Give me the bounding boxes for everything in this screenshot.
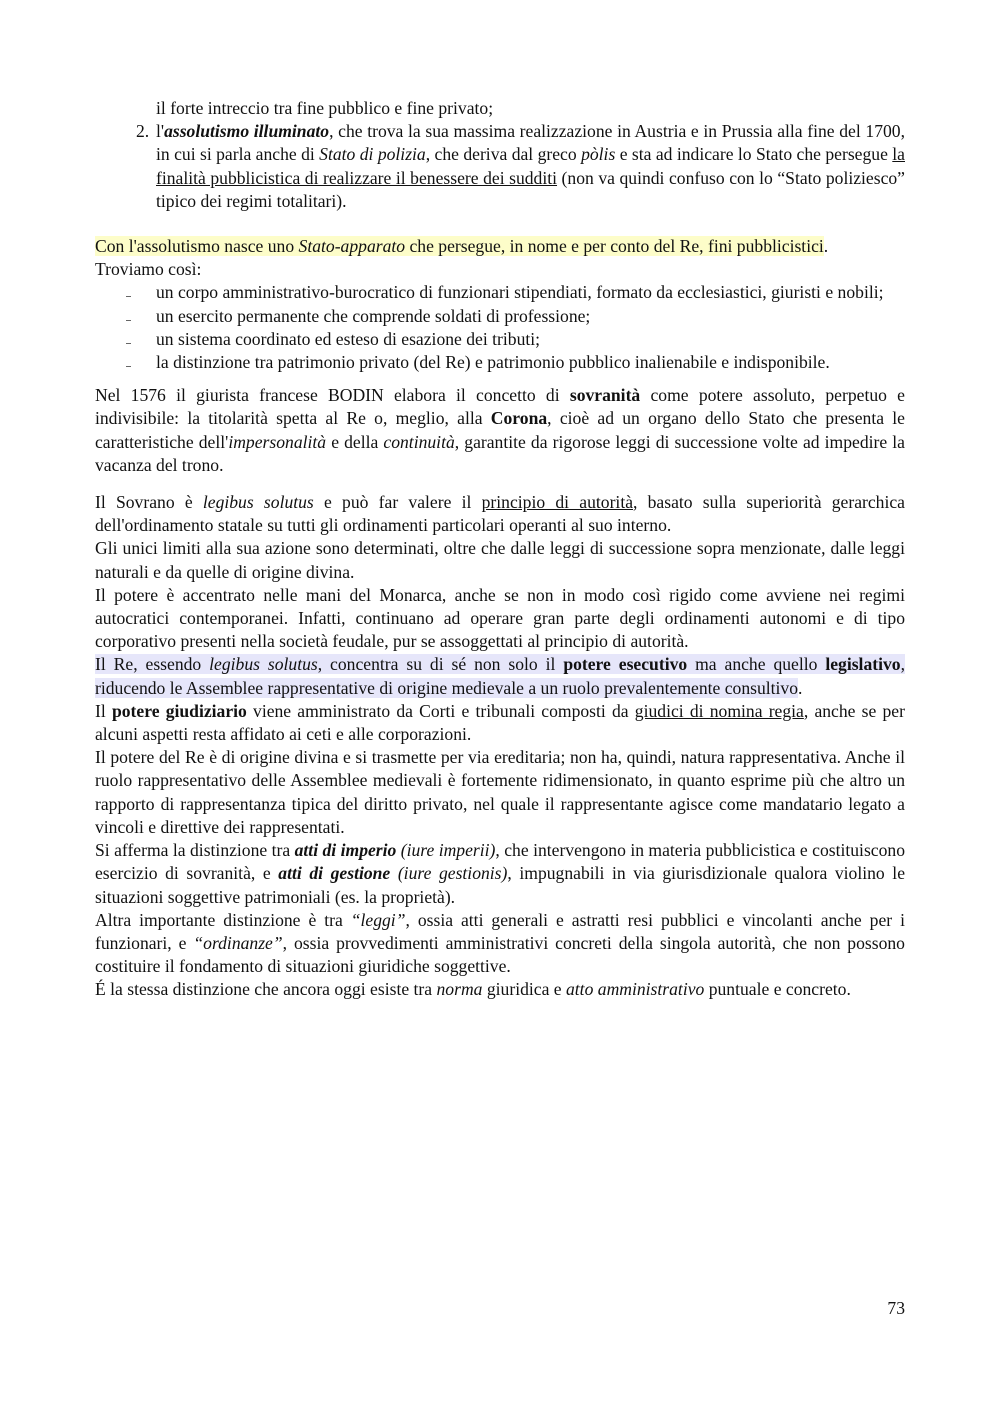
- text-run: puntuale e concreto.: [704, 979, 851, 1000]
- text-run: , concentra su di sé non solo il: [317, 654, 564, 675]
- highlighted-sentence: [95, 236, 824, 256]
- page-body: [95, 97, 905, 1002]
- term-potere-giudiziario: potere giudiziario: [111, 700, 247, 721]
- text-run: , che trova la sua massima realizzazione in Austria e in Prussia alla fine del 1700, in cui si parla anche di: [156, 121, 905, 165]
- text-run: , ossia provvedimenti amministrativi concreti della singola autorità, che non possono costituire il fondamento di situazioni giuridiche soggettive.: [95, 932, 905, 977]
- text-run: e della: [326, 431, 384, 452]
- term-atti-di-imperio: atti di imperio: [294, 840, 397, 861]
- numbered-item-2: [95, 120, 905, 213]
- text-run: viene amministrato da Corti e tribunali composti da: [246, 700, 635, 721]
- text-run: , impugnabili in via giurisdizionale qualora violino le situazioni soggettive patrimoniali (es. la proprietà).: [95, 863, 906, 907]
- text-run: Si afferma la distinzione tra: [95, 840, 295, 861]
- term-iure-imperii: (iure imperii): [396, 840, 496, 861]
- dash-bullet-icon: [126, 343, 131, 344]
- text-run: come potere assoluto, perpetuo e indivisibile: la titolarità spetta al Re o, meglio, alla: [95, 385, 905, 429]
- paragraph-origine-divina: Il potere del Re è di origine divina e si trasmette per via ereditaria; non ha, quindi, natura rappresentativa. Anche il ruolo rappresentativo delle Assemblee medievali è fortemente ridimensionato, in quanto esprime più che altro un rapporto di rappresentanza tipica del diritto privato, nel quale il rappresentante agisce come mandatario legato a vincoli e direttive dei rappresentati.: [95, 747, 905, 837]
- term-potere-esecutivo: potere esecutivo: [563, 654, 688, 675]
- paragraph-troviamo: Troviamo così:: [95, 259, 202, 280]
- term-leggi: “leggi”: [350, 909, 406, 930]
- text-run: , ossia atti generali e astratti resi pubblici e vincolanti anche per i funzionari, e: [95, 909, 905, 953]
- list-item-text: un sistema coordinato ed esteso di esazione dei tributi;: [156, 328, 541, 349]
- text-run: (non va quindi confuso con lo “Stato poliziesco” tipico dei regimi totalitari).: [156, 167, 905, 211]
- text-run: , basato sulla superiorità gerarchica dell'ordinamento statale su tutti gli ordinamenti particolari operanti al suo interno.: [95, 492, 905, 536]
- paragraph-bodin: [95, 384, 905, 477]
- underlined-phrase: la finalità pubblicistica di realizzare il benessere dei sudditi: [156, 144, 905, 188]
- underlined-phrase: principio di autorità: [481, 492, 634, 513]
- term-atti-di-gestione: atti di gestione: [278, 863, 391, 884]
- list-item-text: un esercito permanente che comprende soldati di professione;: [156, 305, 591, 326]
- list-item-text: la distinzione tra patrimonio privato (del Re) e patrimonio pubblico inalienabile e indisponibile.: [156, 352, 830, 373]
- dash-list: [95, 281, 905, 374]
- text-run: e sta ad indicare lo Stato che persegue: [615, 144, 893, 165]
- term-corona: Corona: [490, 408, 548, 429]
- text-run: .: [823, 236, 829, 257]
- text-run: Il Sovrano è: [95, 492, 203, 513]
- paragraph-potere: Il potere è accentrato nelle mani del Monarca, anche se non in modo così rigido come avviene nei regimi autocratici contemporanei. Infatti, continuano ad operare gran parte degli ordinamenti autonomi e di tipo corporativo presenti nella società feudale, pur se assoggettati al principio di autorità.: [95, 584, 905, 652]
- text-run: Con l'assolutismo nasce uno: [95, 236, 299, 257]
- paragraph-atti: [95, 839, 905, 909]
- list-item: [95, 281, 905, 304]
- page-number: 73: [887, 1298, 905, 1318]
- term-legislativo: legislativo: [825, 654, 901, 675]
- text-run: che persegue, in nome e per conto del Re, fini pubblicistici: [405, 236, 824, 257]
- dash-bullet-icon: [126, 366, 131, 367]
- highlighted-sentence: [95, 654, 905, 697]
- underlined-phrase: giudici di nomina regia: [634, 700, 804, 721]
- term-ordinanze: “ordinanze”: [193, 932, 283, 953]
- text-run: , cioè ad un organo dello Stato che presenta le caratteristiche dell': [95, 408, 905, 452]
- paragraph-norma: [95, 978, 905, 1001]
- paragraph-limiti: Gli unici limiti alla sua azione sono determinati, oltre che dalle leggi di successione sopra menzionate, dalle leggi naturali e da quelle di origine divina.: [95, 538, 905, 582]
- paragraph-sovrano: [95, 491, 905, 537]
- text-run: , riducendo le Assemblee rappresentative di origine medievale a un ruolo prevalentemente consultivo: [95, 654, 905, 698]
- term-legibus-solutus: legibus solutus: [202, 492, 314, 513]
- text-run: , garantite da rigorose leggi di successione volte ad impedire la vacanza del trono.: [95, 431, 905, 475]
- text-run: Nel 1576 il giurista francese BODIN elabora il concetto di: [95, 385, 570, 406]
- paragraph-re: [95, 653, 905, 699]
- term-sovranita: sovranità: [569, 385, 641, 406]
- dash-bullet-icon: [126, 296, 131, 297]
- text-run: l': [156, 121, 165, 142]
- text-run: Il Re, essendo: [95, 654, 210, 675]
- text-run: Il: [95, 700, 112, 721]
- term-legibus-solutus: legibus solutus: [209, 654, 318, 675]
- list-item: [95, 305, 905, 328]
- paragraph-giudiziario: [95, 700, 905, 746]
- term-norma: norma: [436, 979, 483, 1000]
- text-run: É la stessa distinzione che ancora oggi esiste tra: [95, 979, 437, 1000]
- term-stato-apparato: Stato-apparato: [298, 236, 406, 257]
- term-continuita: continuità: [383, 431, 455, 452]
- text-run: , anche se per alcuni aspetti resta affidato ai ceti e alle corporazioni.: [95, 700, 905, 745]
- term-assolutismo-illuminato: assolutismo illuminato: [164, 121, 330, 142]
- term-polis: pòlis: [581, 144, 616, 165]
- text-run: Altra importante distinzione è tra: [95, 909, 351, 930]
- text-run: , che deriva dal greco: [425, 144, 582, 165]
- paragraph-stato-apparato: [95, 235, 905, 258]
- item-number: 2.: [136, 121, 150, 142]
- term-atto-amministrativo: atto amministrativo: [566, 979, 705, 1000]
- text-run: e può far valere il: [313, 492, 482, 513]
- text-run: .: [798, 677, 803, 698]
- term-impersonalita: impersonalità: [228, 431, 327, 452]
- list-item: [95, 328, 905, 351]
- term-iure-gestionis: (iure gestionis): [390, 863, 508, 884]
- text-run: giuridica e: [482, 979, 566, 1000]
- list-item-text: un corpo amministrativo-burocratico di funzionari stipendiati, formato da ecclesiastici, giuristi e nobili;: [156, 282, 884, 303]
- dash-bullet-icon: [126, 320, 131, 321]
- list-item: [95, 351, 905, 374]
- term-stato-di-polizia: Stato di polizia: [319, 144, 426, 165]
- text-run: ma anche quello: [687, 654, 826, 675]
- text-run: , che intervengono in materia pubblicistica e costituiscono esercizio di sovranità, e: [95, 840, 905, 884]
- list-item-continuation: il forte intreccio tra fine pubblico e fine privato;: [156, 98, 494, 118]
- paragraph-leggi-ordinanze: [95, 909, 905, 979]
